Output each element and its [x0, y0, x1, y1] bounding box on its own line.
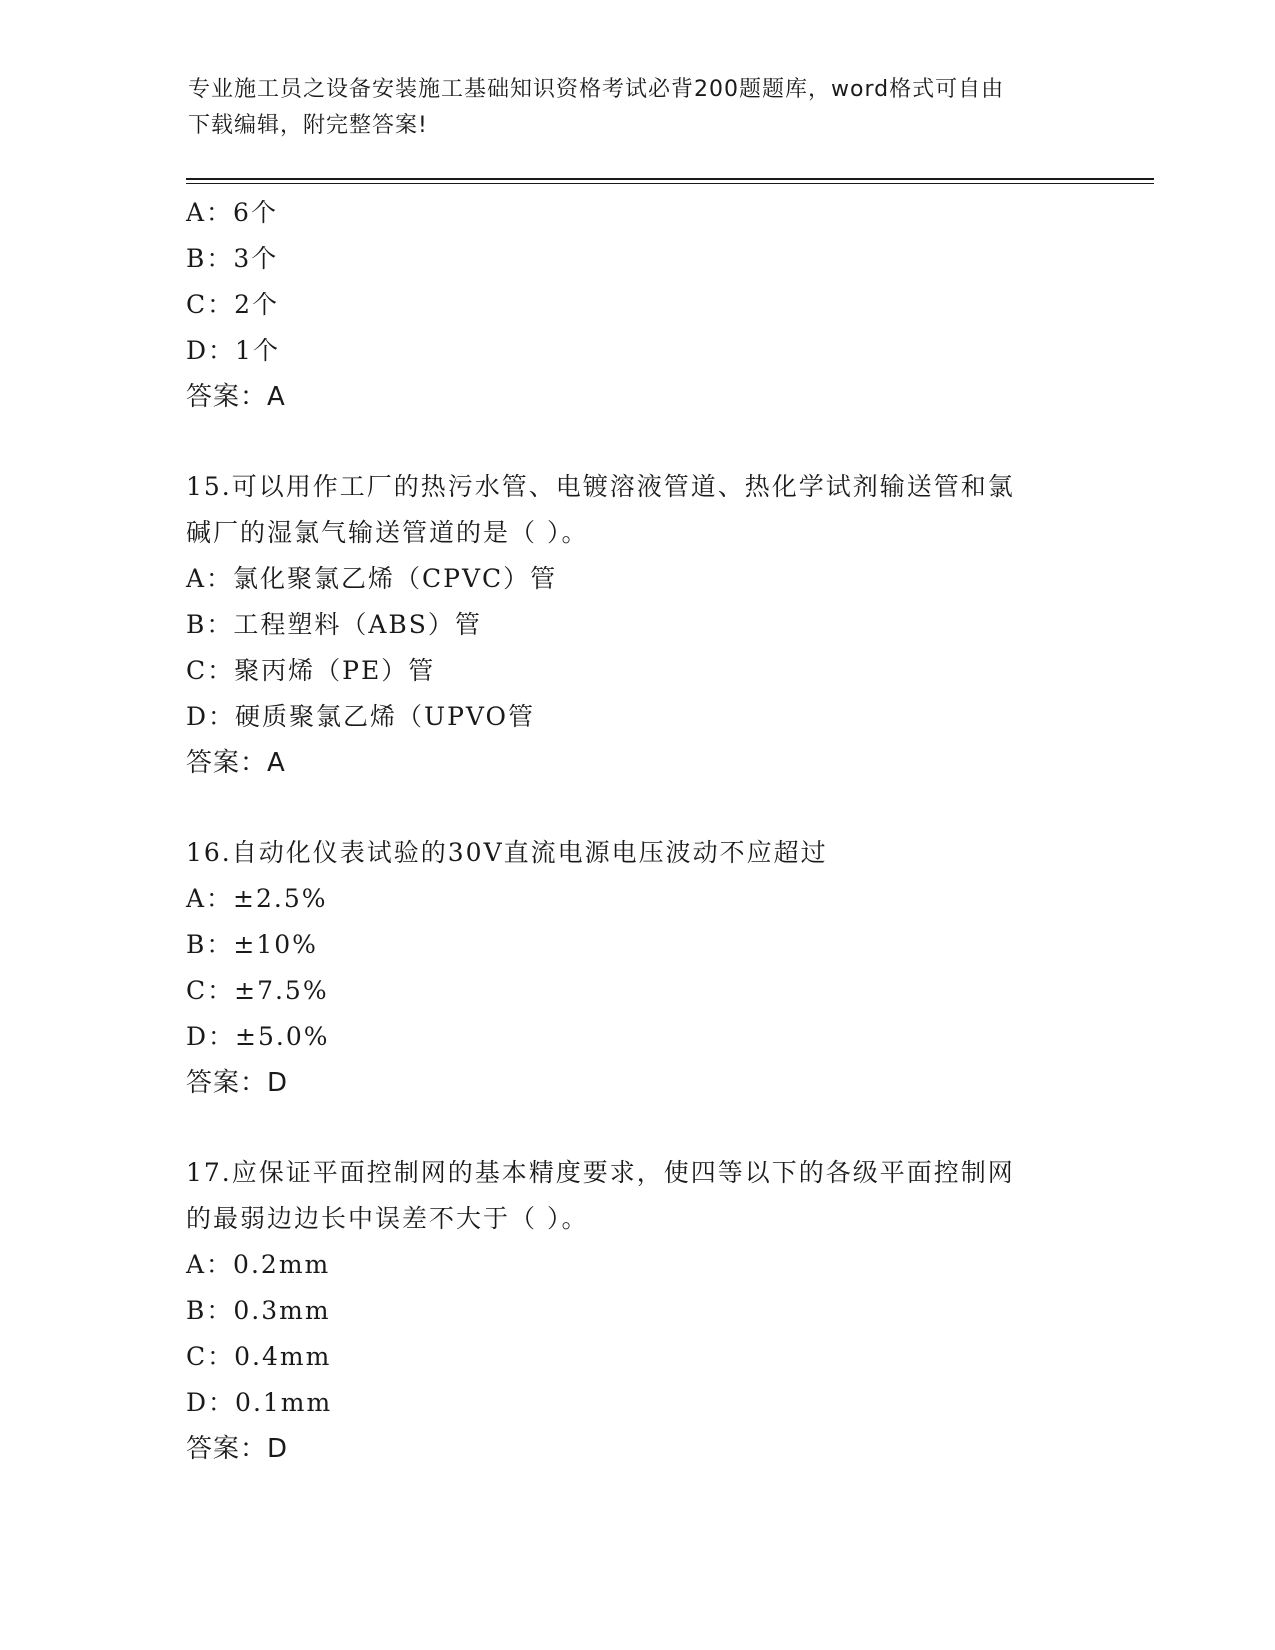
option-b: B：工程塑料（ABS）管: [186, 610, 482, 639]
option-a: A：氯化聚氯乙烯（CPVC）管: [186, 564, 558, 593]
option-a: A：6个: [186, 198, 278, 227]
option-b: B：3个: [186, 244, 279, 273]
question-16: [186, 830, 1086, 1106]
question-stem-line-1: 17.应保证平面控制网的基本精度要求，使四等以下的各级平面控制网: [186, 1158, 1015, 1187]
answer: 答案：D: [186, 1068, 289, 1098]
question-stem-line-2: 碱厂的湿氯气输送管道的是（ ）。: [186, 518, 589, 547]
question-list: [186, 190, 1086, 1472]
option-c: C：聚丙烯（PE）管: [186, 656, 436, 685]
answer: 答案：D: [186, 1434, 289, 1464]
answer: 答案：A: [186, 748, 286, 778]
option-c: C：±7.5%: [186, 976, 329, 1005]
option-c: C：0.4mm: [186, 1342, 332, 1371]
header-line-2: 下载编辑，附完整答案!: [188, 113, 428, 138]
question-stem-line-1: 16.自动化仪表试验的30V直流电源电压波动不应超过: [186, 838, 828, 867]
option-b: B：0.3mm: [186, 1296, 331, 1325]
question-17: [186, 1150, 1086, 1472]
option-d: D：1个: [186, 336, 280, 365]
option-d: D：0.1mm: [186, 1388, 333, 1417]
option-d: D：±5.0%: [186, 1022, 330, 1051]
question-stem-line-1: 15.可以用作工厂的热污水管、电镀溶液管道、热化学试剂输送管和氯: [186, 472, 1015, 501]
option-a: A：±2.5%: [186, 884, 328, 913]
document-header: [188, 72, 1068, 144]
option-d: D：硬质聚氯乙烯（UPVO管: [186, 702, 536, 731]
option-a: A：0.2mm: [186, 1250, 331, 1279]
option-c: C：2个: [186, 290, 280, 319]
answer: 答案：A: [186, 382, 286, 412]
question-stem-line-2: 的最弱边边长中误差不大于（ ）。: [186, 1204, 589, 1233]
question-15: [186, 464, 1086, 786]
header-rule-thick: [186, 178, 1154, 180]
option-b: B：±10%: [186, 930, 318, 959]
header-line-1: 专业施工员之设备安装施工基础知识资格考试必背200题题库，word格式可自由: [188, 77, 1005, 102]
question-14: [186, 190, 1086, 420]
header-rule-thin: [186, 183, 1154, 184]
